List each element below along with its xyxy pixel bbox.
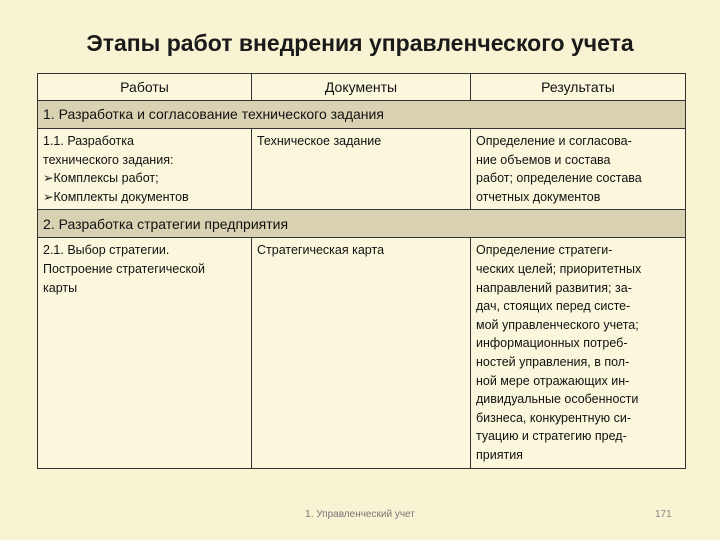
result-line: направлений развития; за- [476,280,632,295]
work-line: ➢Комплекты документов [43,189,189,204]
section-title: 1. Разработка и согласование технического задания [38,101,686,129]
document-cell: Стратегическая карта [252,238,471,468]
result-line: туацию и стратегию пред- [476,429,627,444]
work-line: ➢Комплексы работ; [43,171,159,186]
result-line: дивидуальные особенности [476,392,639,407]
slide-footer: 1. Управленческий учет [305,509,415,520]
stages-table [37,73,686,469]
work-line: 1.1. Разработка [43,134,134,148]
table-row [38,238,686,468]
slide-title: Этапы работ внедрения управленческого учета [86,30,634,56]
header-results: Результаты [471,74,686,101]
table-row [38,129,686,210]
result-line: работ; определение состава [476,171,642,186]
page-number: 171 [655,509,672,520]
table-header-row [38,74,686,101]
section-title: 2. Разработка стратегии предприятия [38,210,686,238]
result-line: дач, стоящих перед систе- [476,299,631,314]
result-line: информационных потреб- [476,336,628,351]
result-line: бизнеса, конкурентную си- [476,410,631,425]
work-line: Построение стратегической [43,261,206,276]
document-cell: Техническое задание [252,129,471,210]
result-line: Определение и согласова- [476,134,632,148]
header-works: Работы [38,74,252,101]
work-line: технического задания: [43,152,174,167]
work-line: 2.1. Выбор стратегии. [43,243,170,258]
work-cell [38,129,252,210]
result-line: ностей управления, в пол- [476,354,630,369]
result-line: мой управленческого учета; [476,317,639,332]
work-cell [38,238,252,468]
result-line: Определение стратеги- [476,243,613,258]
result-cell [471,238,686,468]
header-documents: Документы [252,74,471,101]
result-line: приятия [476,447,523,462]
result-line: ческих целей; приоритетных [476,261,642,276]
result-line: отчетных документов [476,189,601,204]
result-cell [471,129,686,210]
result-line: ние объемов и состава [476,152,611,167]
section-row [38,101,686,129]
work-line: карты [43,280,78,295]
result-line: ной мере отражающих ин- [476,373,630,388]
section-row [38,210,686,238]
